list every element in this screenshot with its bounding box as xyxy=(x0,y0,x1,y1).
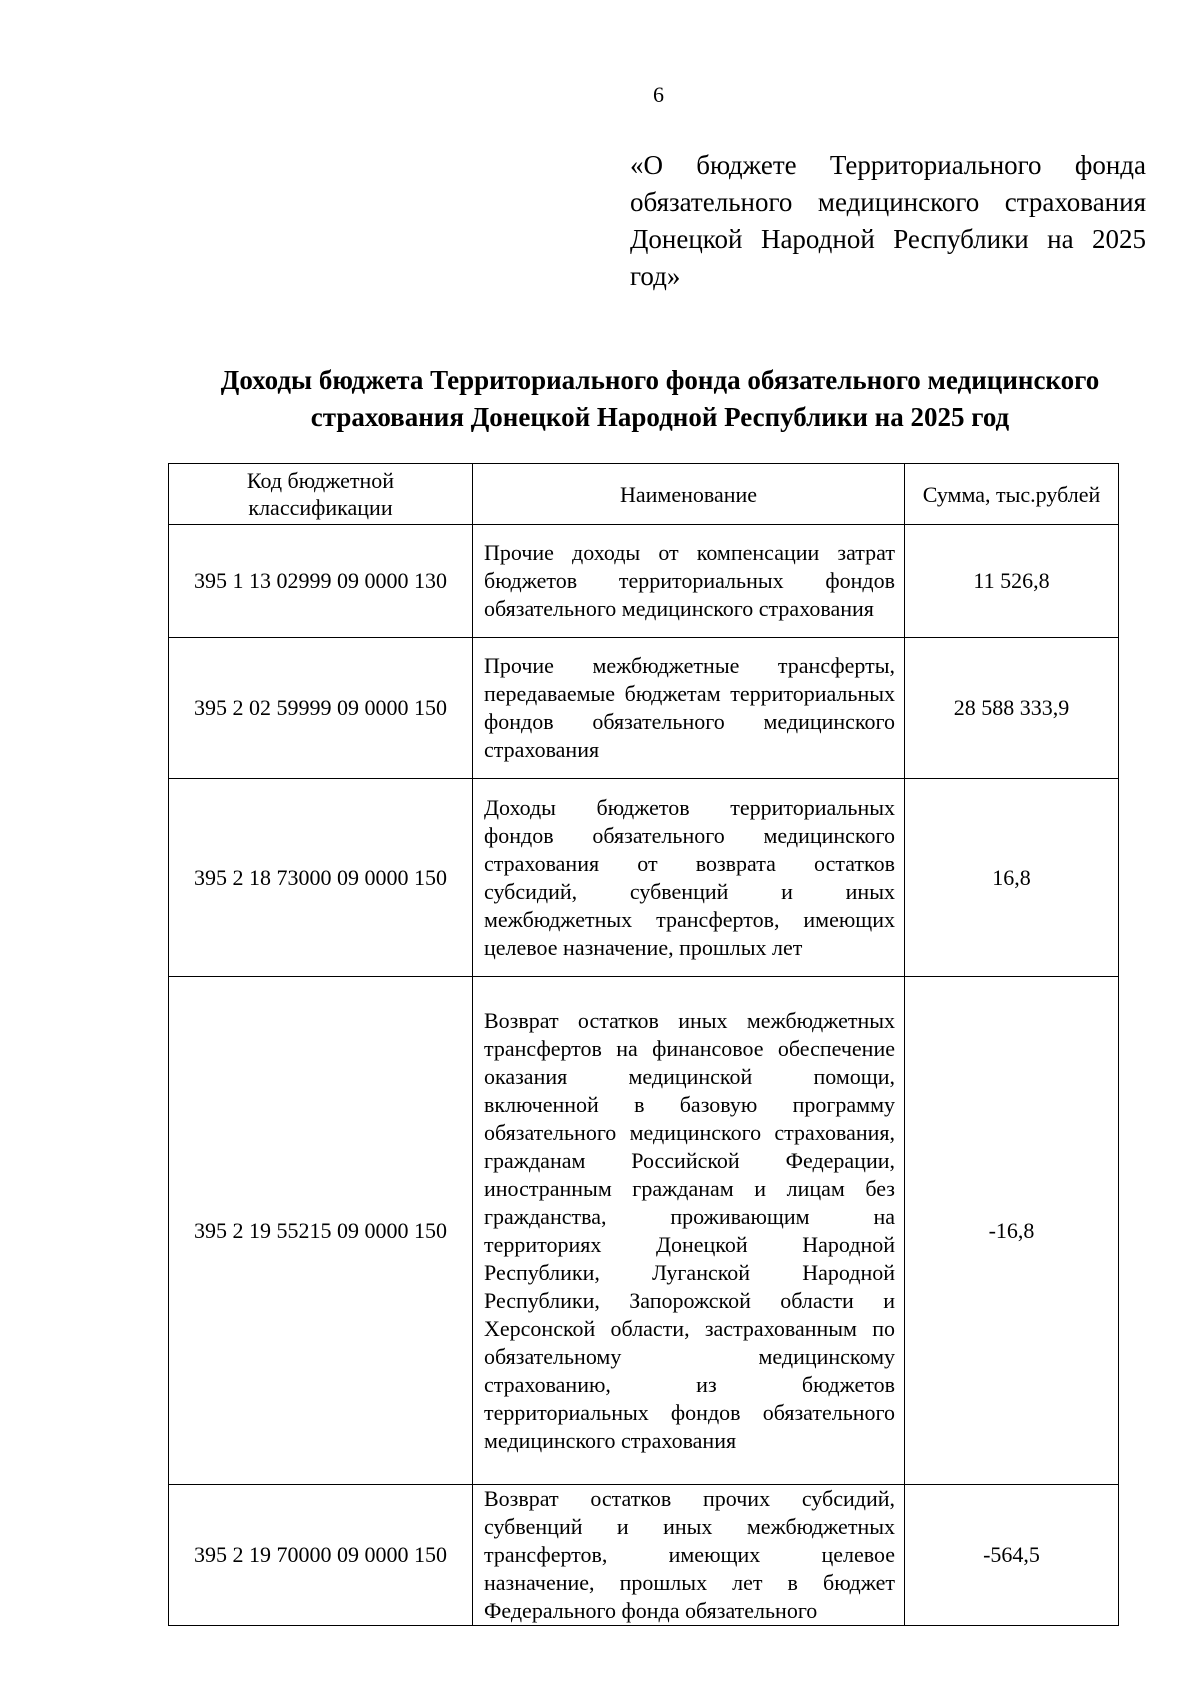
table-row xyxy=(169,525,1119,638)
income-name: Прочие межбюджетные трансферты, передаваемые бюджетам территориальных фондов обязательного медицинского страхования xyxy=(473,638,905,779)
income-amount: -564,5 xyxy=(905,1485,1119,1626)
column-header-code: Код бюджетной классификации xyxy=(169,464,473,525)
table-row xyxy=(169,638,1119,779)
budget-code: 395 2 19 70000 09 0000 150 xyxy=(169,1485,473,1626)
income-table xyxy=(168,463,1119,1626)
header-reference: «О бюджете Территориального фонда обязательного медицинского страхования Донецкой Народной Республики на 2025 год» xyxy=(630,150,1146,291)
budget-code: 395 1 13 02999 09 0000 130 xyxy=(169,525,473,638)
table-row xyxy=(169,779,1119,977)
column-header-name: Наименование xyxy=(473,464,905,525)
income-amount: -16,8 xyxy=(905,977,1119,1485)
budget-code: 395 2 19 55215 09 0000 150 xyxy=(169,977,473,1485)
income-amount: 11 526,8 xyxy=(905,525,1119,638)
income-amount: 16,8 xyxy=(905,779,1119,977)
income-name: Возврат остатков прочих субсидий, субвенций и иных межбюджетных трансфертов, имеющих целевое назначение, прошлых лет в бюджет Федерального фонда обязательного xyxy=(473,1485,905,1626)
table-row xyxy=(169,1485,1119,1626)
table-header-row xyxy=(169,464,1119,525)
column-header-amount: Сумма, тыс.рублей xyxy=(905,464,1119,525)
income-name: Доходы бюджетов территориальных фондов обязательного медицинского страхования от возврата остатков субсидий, субвенций и иных межбюджетных трансфертов, имеющих целевое назначение, прошлых лет xyxy=(473,779,905,977)
income-name: Прочие доходы от компенсации затрат бюджетов территориальных фондов обязательного медицинского страхования xyxy=(473,525,905,638)
income-amount: 28 588 333,9 xyxy=(905,638,1119,779)
page-number: 6 xyxy=(653,82,664,107)
budget-code: 395 2 02 59999 09 0000 150 xyxy=(169,638,473,779)
document-title: Доходы бюджета Территориального фонда обязательного медицинского страхования Донецкой Народной Республики на 2025 год xyxy=(220,365,1100,432)
budget-code: 395 2 18 73000 09 0000 150 xyxy=(169,779,473,977)
table-row xyxy=(169,977,1119,1485)
income-name: Возврат остатков иных межбюджетных трансфертов на финансовое обеспечение оказания медицинской помощи, включенной в базовую программу обязательного медицинского страхования, гражданам Российской Федерации, иностранным гражданам и лицам без гражданства, проживающим на территориях Донецкой Народной Республики, Луганской Народной Республики, Запорожской области и Херсонской области, застрахованным по обязательному медицинскому страхованию, из бюджетов территориальных фондов обязательного медицинского страхования xyxy=(473,977,905,1485)
